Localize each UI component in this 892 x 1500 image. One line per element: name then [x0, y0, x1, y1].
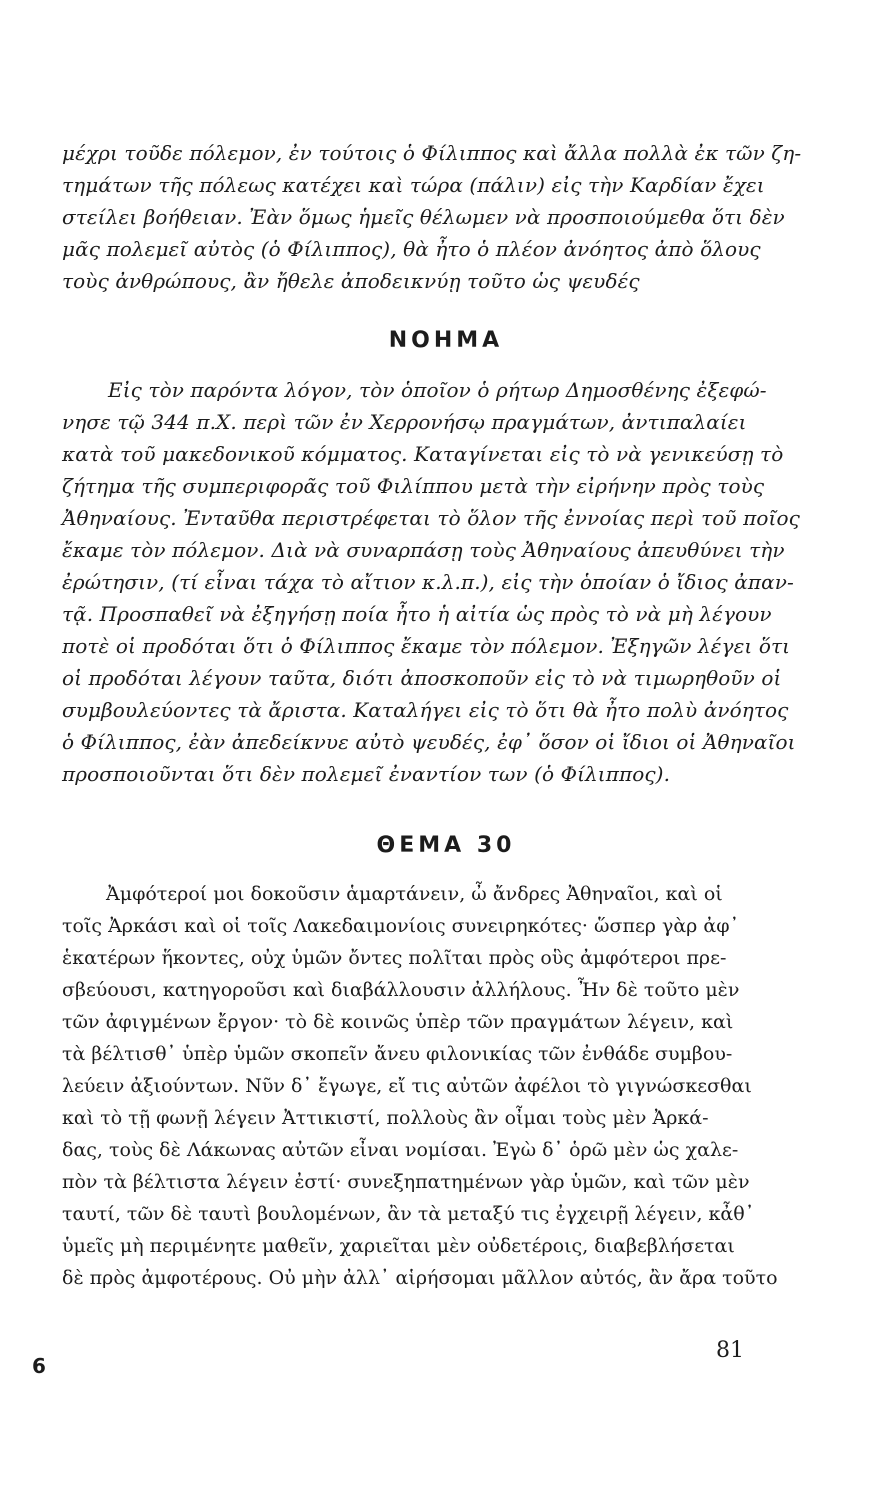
- thema-line-7: λεύειν ἀξιούντων. Νῦν δ᾽ ἔγωγε, εἴ τις αὐτῶν ἀφέλοι τὸ γιγνώσκεσθαι: [62, 1075, 752, 1097]
- noima-heading: ΝΟΗΜΑ: [388, 328, 504, 353]
- top-line-2: τημάτων τῆς πόλεως κατέχει καὶ τώρα (πάλιν) εἰς τὴν Καρδίαν ἔχει: [62, 173, 765, 197]
- noima-line-5: Ἀθηναίους. Ἐνταῦθα περιστρέφεται τὸ ὅλον τῆς ἐννοίας περὶ τοῦ ποῖος: [62, 506, 800, 530]
- thema-heading: ΘΕΜΑ 30: [376, 833, 516, 858]
- noima-line-13: προσποιοῦνται ὅτι δὲν πολεμεῖ ἐναντίον των (ὁ Φίλιππος).: [62, 762, 671, 786]
- noima-line-12: ὁ Φίλιππος, ἐὰν ἀπεδείκνυε αὐτὸ ψευδές, ἐφ᾽ ὅσον οἱ ἴδιοι οἱ Ἀθηναῖοι: [62, 730, 796, 754]
- noima-line-2: νησε τῷ 344 π.Χ. περὶ τῶν ἐν Χερρονήσῳ πραγμάτων, ἀντιπαλαίει: [62, 410, 747, 434]
- thema-line-6: τὰ βέλτισθ᾽ ὑπὲρ ὑμῶν σκοπεῖν ἄνευ φιλονικίας τῶν ἐνθάδε συμβου-: [62, 1043, 733, 1065]
- thema-line-11: ταυτί, τῶν δὲ ταυτὶ βουλομένων, ἂν τὰ μεταξύ τις ἐγχειρῇ λέγειν, κἆθ᾽: [62, 1203, 755, 1225]
- noima-line-9: ποτὲ οἱ προδόται ὅτι ὁ Φίλιππος ἔκαμε τὸν πόλεμον. Ἐξηγῶν λέγει ὅτι: [62, 634, 791, 658]
- signature-mark: 6: [32, 1354, 46, 1378]
- thema-line-12: ὑμεῖς μὴ περιμένητε μαθεῖν, χαριεῖται μὲν οὐδετέροις, διαβεβλήσεται: [62, 1235, 735, 1257]
- thema-line-10: πὸν τὰ βέλτιστα λέγειν ἐστί· συνεξηπατημένων γὰρ ὑμῶν, καὶ τῶν μὲν: [62, 1171, 750, 1193]
- thema-line-2: τοῖς Ἀρκάσι καὶ οἱ τοῖς Λακεδαιμονίοις συνειρηκότες· ὥσπερ γὰρ ἀφ᾽: [62, 915, 740, 937]
- noima-line-1: Εἰς τὸν παρόντα λόγον, τὸν ὁποῖον ὁ ρήτωρ Δημοσθένης ἐξεφώ-: [108, 378, 767, 402]
- noima-line-4: ζήτημα τῆς συμπεριφορᾶς τοῦ Φιλίππου μετὰ τὴν εἰρήνην πρὸς τοὺς: [62, 474, 765, 498]
- thema-line-13: δὲ πρὸς ἀμφοτέρους. Οὐ μὴν ἀλλ᾽ αἱρήσομαι μᾶλλον αὐτός, ἂν ἄρα τοῦτο: [62, 1267, 778, 1289]
- top-line-3: στείλει βοήθειαν. Ἐὰν ὅμως ἡμεῖς θέλωμεν νὰ προσποιούμεθα ὅτι δὲν: [62, 205, 785, 229]
- thema-line-4: σβεύουσι, κατηγοροῦσι καὶ διαβάλλουσιν ἀλλήλους. Ἦν δὲ τοῦτο μὲν: [62, 979, 740, 1001]
- thema-line-3: ἑκατέρων ἥκοντες, οὐχ ὑμῶν ὄντες πολῖται πρὸς οὓς ἀμφότεροι πρε-: [62, 947, 727, 969]
- thema-line-5: τῶν ἀφιγμένων ἔργον· τὸ δὲ κοινῶς ὑπὲρ τῶν πραγμάτων λέγειν, καὶ: [62, 1011, 734, 1033]
- noima-line-6: ἔκαμε τὸν πόλεμον. Διὰ νὰ συναρπάσῃ τοὺς Ἀθηναίους ἀπευθύνει τὴν: [62, 538, 785, 562]
- noima-line-10: οἱ προδόται λέγουν ταῦτα, διότι ἀποσκοποῦν εἰς τὸ νὰ τιμωρηθοῦν οἱ: [62, 666, 782, 690]
- page-number: 81: [716, 1338, 744, 1363]
- noima-line-7: ἐρώτησιν, (τί εἶναι τάχα τὸ αἴτιον κ.λ.π.), εἰς τὴν ὁποίαν ὁ ἴδιος ἀπαν-: [62, 570, 794, 594]
- noima-line-8: τᾷ. Προσπαθεῖ νὰ ἐξηγήσῃ ποία ἦτο ἡ αἰτία ὡς πρὸς τὸ νὰ μὴ λέγουν: [62, 602, 772, 626]
- thema-line-9: δας, τοὺς δὲ Λάκωνας αὐτῶν εἶναι νομίσαι. Ἐγὼ δ᾽ ὁρῶ μὲν ὡς χαλε-: [62, 1139, 739, 1161]
- noima-line-11: συμβουλεύοντες τὰ ἄριστα. Καταλήγει εἰς τὸ ὅτι θὰ ἦτο πολὺ ἀνόητος: [62, 698, 789, 722]
- noima-line-3: κατὰ τοῦ μακεδονικοῦ κόμματος. Καταγίνεται εἰς τὸ νὰ γενικεύσῃ τὸ: [62, 442, 784, 466]
- top-line-4: μᾶς πολεμεῖ αὐτὸς (ὁ Φίλιππος), θὰ ἦτο ὁ πλέον ἀνόητος ἀπὸ ὅλους: [62, 237, 761, 261]
- top-line-1: μέχρι τοῦδε πόλεμον, ἐν τούτοις ὁ Φίλιππος καὶ ἄλλα πολλὰ ἐκ τῶν ζη-: [62, 141, 802, 165]
- thema-line-8: καὶ τὸ τῇ φωνῇ λέγειν Ἀττικιστί, πολλοὺς ἂν οἶμαι τοὺς μὲν Ἀρκά-: [62, 1107, 709, 1129]
- thema-line-1: Ἀμφότεροί μοι δοκοῦσιν ἁμαρτάνειν, ὦ ἄνδρες Ἀθηναῖοι, καὶ οἱ: [106, 883, 723, 905]
- top-line-5: τοὺς ἀνθρώπους, ἂν ἤθελε ἀποδεικνύῃ τοῦτο ὡς ψευδές: [62, 269, 640, 293]
